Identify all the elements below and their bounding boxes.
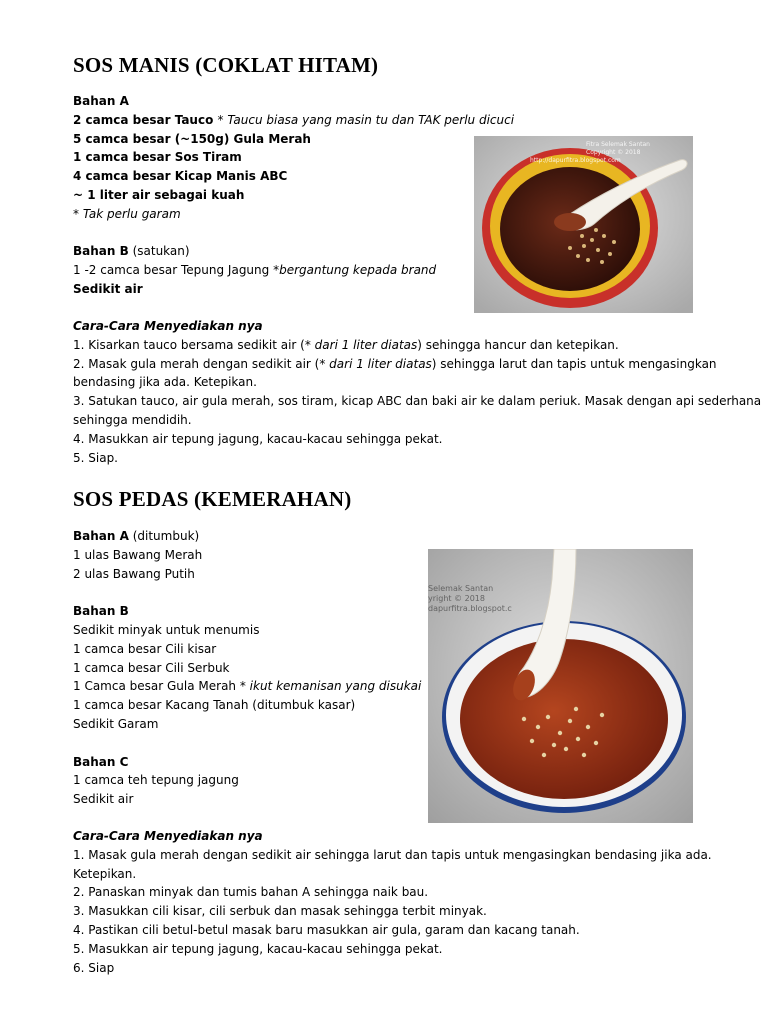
ingredient-text: Sedikit air — [73, 281, 143, 296]
step-text: sehingga mendidih. — [73, 412, 192, 427]
section1-ingredients — [73, 92, 515, 299]
section1-steps — [73, 317, 762, 467]
sweet-sauce-illustration — [474, 136, 693, 313]
step-text: ) sehingga hancur dan ketepikan. — [417, 337, 619, 352]
bahan-b-suffix: (satukan) — [128, 244, 190, 259]
section2-steps — [73, 827, 753, 977]
step-line — [73, 373, 743, 392]
step-text: bendasing jika ada. Ketepikan. — [73, 375, 257, 390]
ingredient-text: 1 -2 camca besar Tepung Jagung — [73, 263, 274, 278]
bahan-c-heading: Bahan C — [73, 754, 129, 769]
ingredient-line — [73, 790, 423, 809]
ingredient-text: Sedikit minyak untuk menumis — [73, 622, 260, 637]
step-line — [73, 411, 743, 430]
watermark-line: http://dapurfitra.blogspot.com — [530, 157, 621, 164]
step-text: 5. Siap. — [73, 450, 118, 465]
ingredient-note-line — [73, 205, 468, 224]
step-line — [73, 355, 743, 374]
bahan-a-list — [73, 111, 515, 224]
step-line — [73, 430, 743, 449]
step-line: Ketepikan. — [73, 866, 137, 881]
step-text: 3. Satukan tauco, air gula merah, sos tiram, kicap ABC dan baki air ke dalam periuk. Masak dengan api sederhana — [73, 394, 762, 409]
bahan-a-heading: Bahan A — [73, 529, 129, 543]
step-line: 4. Pastikan cili betul-betul masak baru masukkan air gula, garam dan kacang tanah. — [73, 922, 580, 937]
ingredient-line — [73, 167, 468, 186]
watermark-line: yright © 2018 — [428, 594, 485, 603]
step-text: ) sehingga larut dan tapis untuk mengasingkan — [431, 356, 717, 371]
ingredient-text: 1 camca besar Cili Serbuk — [73, 660, 230, 675]
ingredient-line — [73, 148, 468, 167]
ingredient-note: * Tak perlu garam — [73, 206, 181, 221]
step-line: 1. Masak gula merah dengan sedikit air sehingga larut dan tapis untuk mengasingkan bendasing jika ada. — [73, 847, 712, 862]
step-line: 3. Masukkan cili kisar, cili serbuk dan masak sehingga terbit minyak. — [73, 904, 487, 919]
bahan-b-heading: Bahan B — [73, 604, 129, 619]
step-line — [73, 449, 743, 468]
ingredient-text: Sedikit air — [73, 792, 134, 807]
sweet-sauce-photo — [474, 136, 693, 313]
watermark-line: Copyright © 2018 — [586, 149, 641, 156]
bahan-a-heading: Bahan A — [73, 94, 129, 108]
ingredient-line — [73, 565, 423, 584]
bahan-b-heading-line — [73, 242, 468, 261]
ingredient-text: 1 ulas Bawang Merah — [73, 547, 203, 562]
ingredient-line — [73, 130, 468, 149]
ingredient-line — [73, 771, 423, 790]
section2-title: SOS PEDAS (KEMERAHAN) — [73, 487, 352, 511]
ingredient-note: *bergantung kepada brand — [273, 263, 437, 278]
steps-heading: Cara-Cara Menyediakan nya — [73, 829, 263, 843]
step-line — [73, 336, 743, 355]
ingredient-line — [73, 659, 423, 678]
ingredient-line — [73, 640, 423, 659]
bahan-a-suffix: (ditumbuk) — [128, 529, 200, 543]
ingredient-note: * ikut kemanisan yang disukai — [239, 679, 422, 694]
step-text: 4. Masukkan air tepung jagung, kacau-kacau sehingga pekat. — [73, 431, 443, 446]
bahan-a-heading-line — [73, 527, 423, 546]
ingredient-line — [73, 546, 423, 565]
steps-heading: Cara-Cara Menyediakan nya — [73, 319, 263, 333]
step-note: * dari 1 liter diatas — [319, 356, 432, 371]
step-line: 5. Masukkan air tepung jagung, kacau-kacau sehingga pekat. — [73, 941, 443, 956]
ingredient-text: 5 camca besar (~150g) Gula Merah — [73, 131, 311, 146]
ingredient-text: ~ 1 liter air sebagai kuah — [73, 187, 245, 202]
ingredient-text: 1 Camca besar Gula Merah — [73, 679, 240, 694]
ingredient-line — [73, 715, 423, 734]
section2-ingredients — [73, 527, 423, 809]
ingredient-note: * Taucu biasa yang masin tu dan TAK perlu dicuci — [217, 112, 515, 127]
ingredient-text: 1 camca teh tepung jagung — [73, 773, 239, 788]
spicy-sauce-illustration — [428, 549, 693, 823]
step-text: 1. Kisarkan tauco bersama sedikit air ( — [73, 337, 305, 352]
ingredient-text: 1 camca besar Sos Tiram — [73, 150, 242, 165]
bahan-b-heading: Bahan B — [73, 244, 129, 259]
ingredient-line — [73, 111, 515, 130]
ingredient-text: Sedikit Garam — [73, 716, 159, 731]
section1-title: SOS MANIS (COKLAT HITAM) — [73, 53, 379, 77]
ingredient-line — [73, 186, 468, 205]
ingredient-text: 1 camca besar Kacang Tanah (ditumbuk kasar) — [73, 698, 356, 713]
ingredient-text: 2 camca besar Tauco — [73, 112, 218, 127]
step-line — [73, 392, 762, 411]
ingredient-text: 2 ulas Bawang Putih — [73, 566, 195, 581]
ingredient-text: 1 camca besar Cili kisar — [73, 641, 217, 656]
step-line: 2. Panaskan minyak dan tumis bahan A sehingga naik bau. — [73, 885, 429, 900]
ingredient-line — [73, 261, 468, 280]
watermark-line: Fitra Selemak Santan — [586, 141, 650, 148]
step-text: 2. Masak gula merah dengan sedikit air ( — [73, 356, 320, 371]
watermark-line: dapurfitra.blogspot.c — [428, 604, 512, 613]
ingredient-line — [73, 696, 423, 715]
spicy-sauce-photo — [428, 549, 693, 823]
ingredient-line — [73, 621, 423, 640]
step-note: * dari 1 liter diatas — [304, 337, 418, 352]
watermark-line: Selemak Santan — [428, 584, 494, 593]
step-line: 6. Siap — [73, 960, 115, 975]
ingredient-line — [73, 677, 423, 696]
ingredient-line — [73, 280, 468, 299]
ingredient-text: 4 camca besar Kicap Manis ABC — [73, 169, 288, 184]
